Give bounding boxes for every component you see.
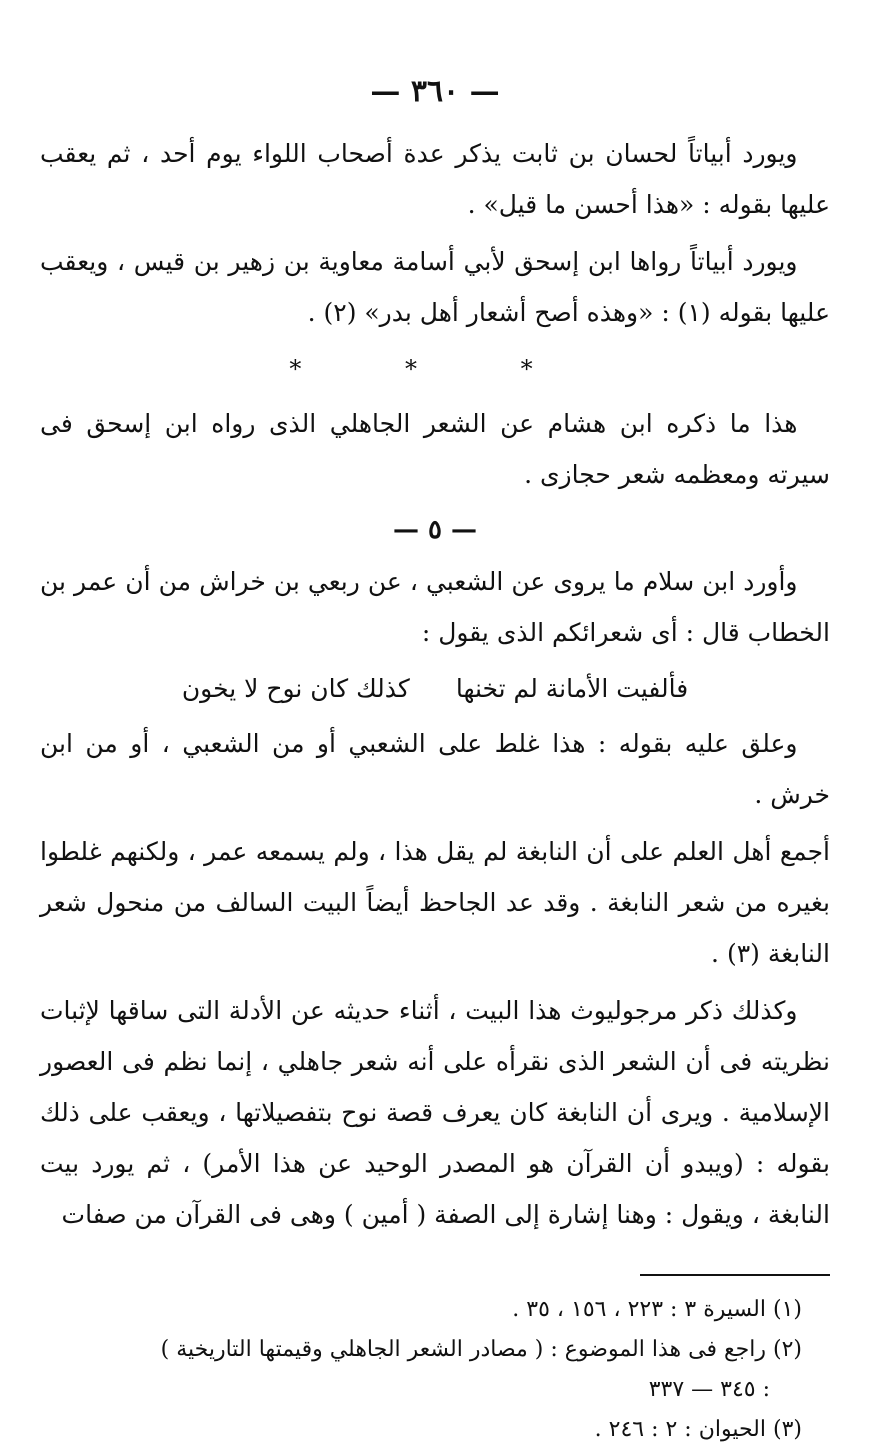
paragraph-hassan: ويورد أبياتاً لحسان بن ثابت يذكر عدة أصحاب اللواء يوم أحد ، ثم يعقب عليها بقوله : «هذا أحسن ما قيل» .	[40, 139, 830, 219]
paragraph-summary: هذا ما ذكره ابن هشام عن الشعر الجاهلي الذى رواه ابن إسحق فى سيرته ومعظمه شعر حجازى .	[40, 409, 830, 489]
footnote-2: (٢) راجع فى هذا الموضوع : ( مصادر الشعر الجاهلي وقيمتها التاريخية )	[160, 1337, 802, 1362]
verse-hemistich-first: فألفيت الأمانة لم تخنها	[455, 674, 689, 703]
paragraph-ibn-sallam: وأورد ابن سلام ما يروى عن الشعبي ، عن ربعي بن خراش من أن عمر بن الخطاب قال : أى شعرائكم الذى يقول :	[40, 567, 830, 647]
book-page	[40, 70, 830, 1450]
paragraph-comment: وعلق عليه بقوله : هذا غلط على الشعبي أو من الشعبي ، أو من ابن خرش .	[40, 729, 830, 809]
footnote-1: (١) السيرة ٣ : ٢٢٣ ، ١٥٦ ، ٣٥ .	[512, 1297, 802, 1322]
footnote-divider	[640, 1274, 830, 1276]
footnote-3: (٣) الحيوان : ٢ : ٢٤٦ .	[594, 1417, 802, 1442]
page-number: — ٣٦٠ —	[370, 74, 500, 109]
paragraph-consensus: أجمع أهل العلم على أن النابغة لم يقل هذا ، ولم يسمعه عمر ، ولكنهم غلطوا بغيره من شعر النابغة . وقد عد الجاحظ أيضاً البيت السالف من منحول شعر النابغة (٣) .	[40, 837, 830, 968]
section-separator: * * *	[289, 355, 581, 383]
footnote-2-continued: : ٣٤٥ — ٣٣٧	[648, 1377, 770, 1402]
verse-hemistich-second: كذلك كان نوح لا يخون	[181, 674, 410, 703]
footnotes	[40, 1290, 830, 1450]
section-number: — ٥ —	[392, 515, 478, 545]
paragraph-margoliouth: وكذلك ذكر مرجوليوث هذا البيت ، أثناء حديثه عن الأدلة التى ساقها لإثبات نظريته فى أن الشعر الذى نقرأه على أنه شعر جاهلي ، إنما نظم فى العصور الإسلامية . ويرى أن النابغة كان يعرف قصة نوح بتفصيلاتها ، ويعقب على ذلك بقوله : (ويبدو أن القرآن هو المصدر الوحيد عن هذا الأمر) ، ثم يورد بيت النابغة ، ويقول : وهنا إشارة إلى الصفة ( أمين ) وهى فى القرآن من صفات	[40, 996, 830, 1229]
poetry-verse	[40, 664, 830, 714]
paragraph-ibn-ishaq-verses: ويورد أبياتاً رواها ابن إسحق لأبي أسامة معاوية بن زهير بن قيس ، ويعقب عليها بقوله (١) : «وهذه أصح أشعار أهل بدر» (٢) .	[40, 247, 830, 327]
